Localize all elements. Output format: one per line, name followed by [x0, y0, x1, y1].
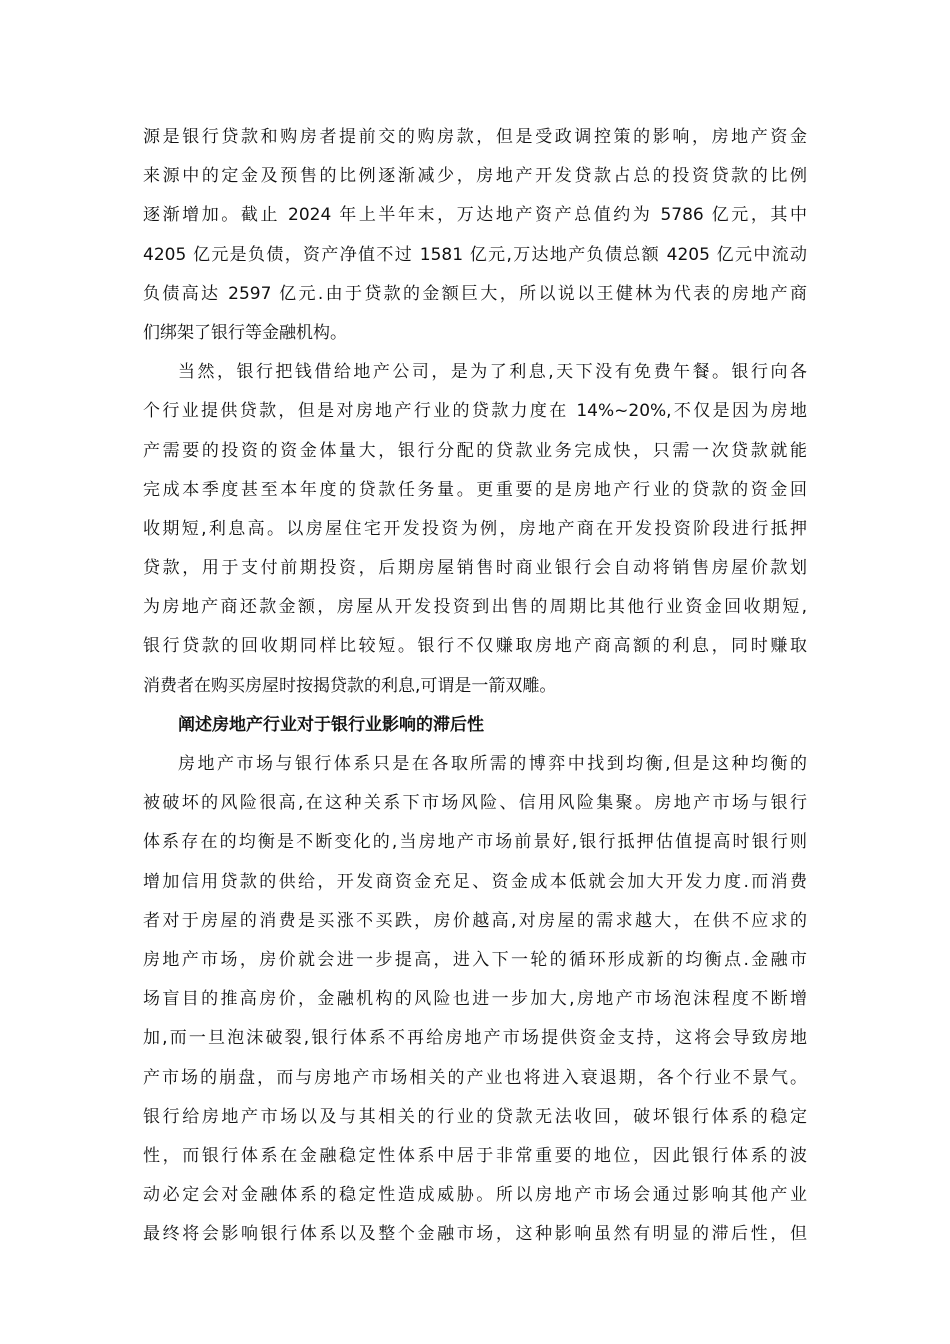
paragraph-3 — [143, 745, 807, 1254]
text-line: 银行贷款的回收期同样比较短。银行不仅赚取房地产商高额的利息，同时赚取 — [143, 636, 807, 657]
text-line: 最终将会影响银行体系以及整个金融市场，这种影响虽然有明显的滞后性，但 — [143, 1224, 807, 1245]
text-line: 房地产市场与银行体系只是在各取所需的博弈中找到均衡,但是这种均衡的 — [178, 754, 807, 774]
text-line: 当然，银行把钱借给地产公司，是为了利息,天下没有免费午餐。银行向各 — [178, 362, 807, 383]
text-line: 来源中的定金及预售的比例逐渐减少，房地产开发贷款占总的投资贷款的比例 — [143, 166, 807, 187]
text-line: 逐渐增加。截止 2024 年上半年末，万达地产资产总值约为 5786 亿元，其中 — [143, 205, 807, 226]
text-line: 者对于房屋的消费是买涨不买跌，房价越高,对房屋的需求越大，在供不应求的 — [143, 910, 807, 931]
text-line: 源是银行贷款和购房者提前交的购房款，但是受政调控策的影响，房地产资金 — [143, 127, 807, 147]
text-line: 银行给房地产市场以及与其相关的行业的贷款无法收回，破坏银行体系的稳定 — [143, 1106, 807, 1127]
text-line: 产市场的崩盘，而与房地产市场相关的产业也将进入衰退期，各个行业不景气。 — [143, 1067, 807, 1088]
text-line: 性，而银行体系在金融稳定性体系中居于非常重要的地位，因此银行体系的波 — [143, 1145, 807, 1166]
text-line: 增加信用贷款的供给，开发商资金充足、资金成本低就会加大开发力度.而消费 — [143, 871, 807, 892]
text-line: 场盲目的推高房价，金融机构的风险也进一步加大,房地产市场泡沫程度不断增 — [143, 989, 807, 1010]
text-line: 收期短,利息高。以房屋住宅开发投资为例，房地产商在开发投资阶段进行抵押 — [143, 518, 807, 539]
section-heading: 阐述房地产行业对于银行业影响的滞后性 — [178, 714, 484, 735]
text-line: 消费者在购买房屋时按揭贷款的利息,可谓是一箭双雕。 — [143, 675, 557, 696]
text-line: 动必定会对金融体系的稳定性造成威胁。所以房地产市场会通过影响其他产业 — [143, 1185, 807, 1206]
text-line: 们绑架了银行等金融机构。 — [143, 322, 347, 343]
text-line: 贷款，用于支付前期投资，后期房屋销售时商业银行会自动将销售房屋价款划 — [143, 558, 807, 579]
text-line: 产需要的投资的资金体量大，银行分配的贷款业务完成快，只需一次贷款就能 — [143, 440, 807, 461]
paragraph-2 — [143, 353, 807, 706]
text-line: 被破坏的风险很高,在这种关系下市场风险、信用风险集聚。房地产市场与银行 — [143, 793, 807, 814]
text-line: 为房地产商还款金额，房屋从开发投资到出售的周期比其他行业资金回收期短, — [143, 597, 807, 618]
text-line: 个行业提供贷款，但是对房地产行业的贷款力度在 14%~20%,不仅是因为房地 — [143, 401, 807, 422]
text-line: 体系存在的均衡是不断变化的,当房地产市场前景好,银行抵押估值提高时银行则 — [143, 832, 807, 853]
text-line: 负债高达 2597 亿元.由于贷款的金额巨大，所以说以王健林为代表的房地产商 — [143, 283, 807, 304]
text-line: 房地产市场，房价就会进一步提高，进入下一轮的循环形成新的均衡点.金融市 — [143, 949, 807, 970]
text-line: 4205 亿元是负债，资产净值不过 1581 亿元,万达地产负债总额 4205 亿元中流动 — [143, 244, 807, 265]
text-line: 加,而一旦泡沫破裂,银行体系不再给房地产市场提供资金支持，这将会导致房地 — [143, 1028, 807, 1049]
document-body — [143, 118, 807, 1254]
text-line: 完成本季度甚至本年度的贷款任务量。更重要的是房地产行业的贷款的资金回 — [143, 479, 807, 500]
paragraph-1 — [143, 118, 807, 353]
